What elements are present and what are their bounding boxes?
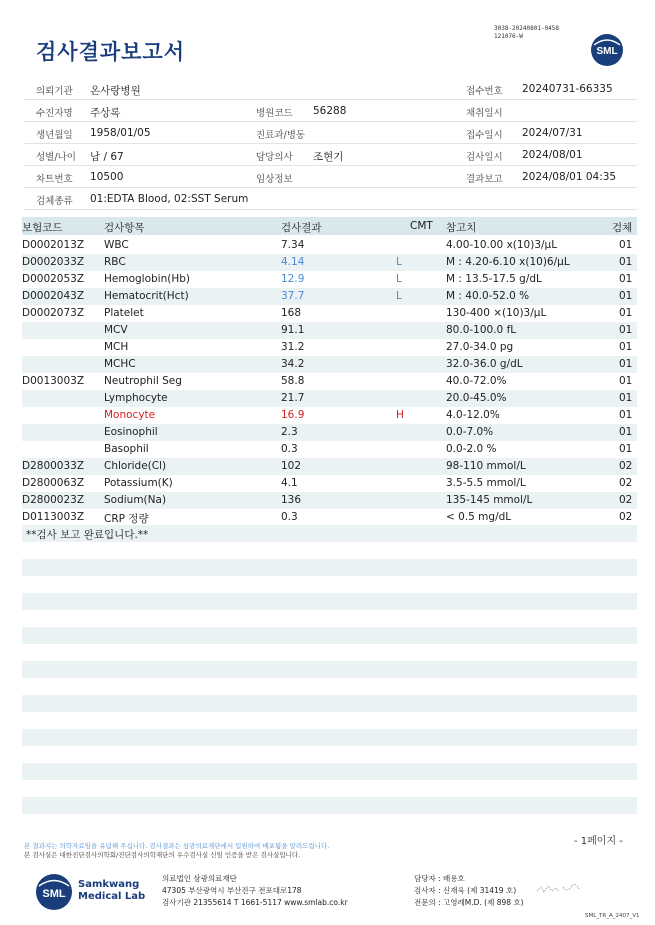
test-name: Monocyte bbox=[104, 409, 156, 421]
reference-range: < 0.5 mg/dL bbox=[446, 511, 512, 523]
specimen-code: 01 bbox=[619, 392, 633, 404]
info-label: 결과보고 bbox=[466, 174, 503, 185]
test-result: 34.2 bbox=[281, 358, 305, 370]
test-code: D0002013Z bbox=[22, 239, 85, 251]
results-table-body bbox=[22, 237, 637, 526]
specimen-code: 01 bbox=[619, 307, 633, 319]
test-result: 4.1 bbox=[281, 477, 298, 489]
specimen-code: 01 bbox=[619, 324, 633, 336]
specimen-code: 02 bbox=[619, 511, 633, 523]
test-code: D0013003Z bbox=[22, 375, 85, 387]
test-result: 91.1 bbox=[281, 324, 305, 336]
document-id-line2: 121076-W bbox=[494, 33, 523, 40]
test-code: D0002053Z bbox=[22, 273, 85, 285]
test-name: Hematocrit(Hct) bbox=[104, 290, 189, 302]
table-row bbox=[22, 254, 637, 271]
info-value: 01:EDTA Blood, 02:SST Serum bbox=[90, 193, 249, 205]
test-flag: H bbox=[396, 409, 404, 421]
test-name: Neutrophil Seg bbox=[104, 375, 182, 387]
signature bbox=[535, 882, 585, 896]
svg-text:SML: SML bbox=[596, 46, 618, 57]
test-result: 136 bbox=[281, 494, 302, 506]
reference-range: 20.0-45.0% bbox=[446, 392, 507, 404]
reference-range: 32.0-36.0 g/dL bbox=[446, 358, 523, 370]
test-result: 102 bbox=[281, 460, 302, 472]
header-code: 보험코드 bbox=[22, 222, 63, 234]
header-name: 검사항목 bbox=[104, 222, 145, 234]
patient-info-row bbox=[24, 100, 637, 122]
test-code: D0002033Z bbox=[22, 256, 85, 268]
reference-range: 3.5-5.5 mmol/L bbox=[446, 477, 526, 489]
test-code: D2800033Z bbox=[22, 460, 85, 472]
info-label: 성별/나이 bbox=[36, 152, 76, 163]
table-row bbox=[22, 305, 637, 322]
patient-info-row bbox=[24, 188, 637, 210]
test-result: 0.3 bbox=[281, 511, 298, 523]
info-label: 검체종류 bbox=[36, 196, 73, 207]
info-label: 담당의사 bbox=[256, 152, 293, 163]
test-code: D0002073Z bbox=[22, 307, 85, 319]
empty-row bbox=[22, 797, 637, 814]
info-value: 남 / 67 bbox=[90, 151, 124, 163]
test-name: MCHC bbox=[104, 358, 136, 370]
test-code: D0002043Z bbox=[22, 290, 85, 302]
staff-examiner: 검사자 : 신재욱 (제 31419 호) bbox=[414, 886, 517, 895]
empty-row bbox=[22, 763, 637, 780]
test-code: D0113003Z bbox=[22, 511, 85, 523]
document-id-line1: 3038-20240801-0458 bbox=[494, 25, 560, 32]
test-result: 21.7 bbox=[281, 392, 305, 404]
empty-row bbox=[22, 729, 637, 746]
info-label: 임상정보 bbox=[256, 174, 293, 185]
info-value: 2024/08/01 bbox=[522, 149, 583, 161]
specimen-code: 01 bbox=[619, 409, 633, 421]
info-label: 접수번호 bbox=[466, 86, 503, 97]
reference-range: 4.0-12.0% bbox=[446, 409, 500, 421]
patient-info-row bbox=[24, 122, 637, 144]
specimen-code: 01 bbox=[619, 358, 633, 370]
empty-row bbox=[22, 695, 637, 712]
patient-info bbox=[24, 78, 637, 210]
info-label: 병원코드 bbox=[256, 108, 293, 119]
completion-text: **검사 보고 완료입니다.** bbox=[26, 529, 149, 541]
table-row bbox=[22, 373, 637, 390]
specimen-code: 02 bbox=[619, 460, 633, 472]
table-row bbox=[22, 271, 637, 288]
reference-range: 130-400 ×(10)3/μL bbox=[446, 307, 547, 319]
info-label: 채취일시 bbox=[466, 108, 503, 119]
test-name: MCV bbox=[104, 324, 128, 336]
sml-logo-footer bbox=[34, 872, 74, 912]
lab-address-line3: 검사기관 21355614 T 1661-5117 www.smlab.co.kr bbox=[162, 898, 348, 907]
table-row bbox=[22, 492, 637, 509]
test-name: Sodium(Na) bbox=[104, 494, 167, 506]
info-value: 조현기 bbox=[313, 151, 344, 163]
info-label: 수진자명 bbox=[36, 108, 73, 119]
table-row bbox=[22, 237, 637, 254]
completion-row bbox=[22, 525, 637, 542]
specimen-code: 01 bbox=[619, 375, 633, 387]
staff-specialist: 전문의 : 고영례M.D. (제 898 호) bbox=[414, 898, 524, 907]
specimen-code: 02 bbox=[619, 477, 633, 489]
test-code: D2800063Z bbox=[22, 477, 85, 489]
test-result: 7.34 bbox=[281, 239, 305, 251]
specimen-code: 01 bbox=[619, 341, 633, 353]
test-flag: L bbox=[396, 273, 402, 285]
table-row bbox=[22, 475, 637, 492]
info-value: 56288 bbox=[313, 105, 347, 117]
table-row bbox=[22, 424, 637, 441]
test-result: 31.2 bbox=[281, 341, 305, 353]
test-result: 16.9 bbox=[281, 409, 305, 421]
info-label: 진료과/병동 bbox=[256, 130, 306, 141]
page-number: - 1페이지 - bbox=[574, 836, 623, 847]
lab-address bbox=[162, 873, 348, 909]
info-value: 2024/07/31 bbox=[522, 127, 583, 139]
test-name: WBC bbox=[104, 239, 129, 251]
table-row bbox=[22, 509, 637, 526]
table-row bbox=[22, 339, 637, 356]
info-value: 10500 bbox=[90, 171, 124, 183]
reference-range: 0.0-7.0% bbox=[446, 426, 494, 438]
test-name: Basophil bbox=[104, 443, 149, 455]
info-value: 2024/08/01 04:35 bbox=[522, 171, 617, 183]
table-row bbox=[22, 458, 637, 475]
specimen-code: 01 bbox=[619, 239, 633, 251]
notice-line1: 본 결과지는 의학자료임을 유념해 주십니다. 검사결과는 삼광의료재단에서 입원하여 배포됨을 알려드립니다. bbox=[24, 842, 330, 850]
report-notice bbox=[24, 842, 329, 860]
reference-range: 0.0-2.0 % bbox=[446, 443, 497, 455]
info-label: 검사일시 bbox=[466, 152, 503, 163]
info-value: 주상록 bbox=[90, 107, 121, 119]
test-name: RBC bbox=[104, 256, 126, 268]
reference-range: 40.0-72.0% bbox=[446, 375, 507, 387]
test-result: 58.8 bbox=[281, 375, 305, 387]
header-specimen: 검체 bbox=[612, 222, 633, 234]
test-flag: L bbox=[396, 256, 402, 268]
test-result: 168 bbox=[281, 307, 302, 319]
test-flag: L bbox=[396, 290, 402, 302]
lab-name bbox=[78, 879, 145, 903]
test-name: Chloride(Cl) bbox=[104, 460, 167, 472]
table-row bbox=[22, 288, 637, 305]
document-id bbox=[494, 25, 559, 41]
test-result: 2.3 bbox=[281, 426, 298, 438]
specimen-code: 01 bbox=[619, 290, 633, 302]
table-row bbox=[22, 322, 637, 339]
test-result: 4.14 bbox=[281, 256, 305, 268]
notice-line2: 본 검사실은 대한진단검사의학회/진단검사의학재단의 우수검사실 신임 인증을 받은 검사실입니다. bbox=[24, 851, 301, 859]
test-name: Lymphocyte bbox=[104, 392, 168, 404]
empty-row bbox=[22, 559, 637, 576]
page-title: 검사결과보고서 bbox=[36, 40, 186, 64]
empty-row bbox=[22, 593, 637, 610]
table-row bbox=[22, 356, 637, 373]
test-name: Hemoglobin(Hb) bbox=[104, 273, 191, 285]
header-result: 검사결과 bbox=[281, 222, 322, 234]
lab-address-line2: 47305 부산광역시 부산진구 전포대로178 bbox=[162, 886, 302, 895]
info-label: 접수일시 bbox=[466, 130, 503, 141]
test-result: 37.7 bbox=[281, 290, 305, 302]
staff-manager: 담당자 : 배용호 bbox=[414, 874, 465, 883]
patient-info-row bbox=[24, 144, 637, 166]
info-label: 생년월일 bbox=[36, 130, 73, 141]
empty-rows bbox=[22, 559, 637, 831]
test-code: D2800023Z bbox=[22, 494, 85, 506]
table-row bbox=[22, 407, 637, 424]
lab-name-line1: Samkwang bbox=[78, 879, 140, 890]
empty-row bbox=[22, 661, 637, 678]
test-name: Potassium(K) bbox=[104, 477, 173, 489]
reference-range: M : 40.0-52.0 % bbox=[446, 290, 530, 302]
reference-range: M : 13.5-17.5 g/dL bbox=[446, 273, 542, 285]
table-row bbox=[22, 390, 637, 407]
table-row bbox=[22, 441, 637, 458]
reference-range: 27.0-34.0 pg bbox=[446, 341, 514, 353]
lab-address-line1: 의료법인 삼광의료재단 bbox=[162, 874, 237, 883]
test-name: Platelet bbox=[104, 307, 144, 319]
header-ref: 참고치 bbox=[446, 222, 477, 234]
specimen-code: 01 bbox=[619, 273, 633, 285]
info-label: 차트번호 bbox=[36, 174, 73, 185]
info-value: 온사랑병원 bbox=[90, 85, 141, 97]
test-name: MCH bbox=[104, 341, 129, 353]
info-value: 1958/01/05 bbox=[90, 127, 151, 139]
lab-staff bbox=[414, 873, 524, 909]
sml-logo-top bbox=[590, 33, 624, 67]
form-id: SML_TR_A_2407_V1 bbox=[585, 913, 640, 919]
results-table-header bbox=[22, 217, 637, 235]
specimen-code: 01 bbox=[619, 256, 633, 268]
info-value: 20240731-66335 bbox=[522, 83, 613, 95]
specimen-code: 02 bbox=[619, 494, 633, 506]
svg-text:SML: SML bbox=[42, 888, 66, 900]
reference-range: 4.00-10.00 x(10)3/μL bbox=[446, 239, 558, 251]
test-result: 12.9 bbox=[281, 273, 305, 285]
test-name: Eosinophil bbox=[104, 426, 158, 438]
info-label: 의뢰기관 bbox=[36, 86, 73, 97]
specimen-code: 01 bbox=[619, 426, 633, 438]
test-name: CRP 정량 bbox=[104, 513, 149, 525]
test-result: 0.3 bbox=[281, 443, 298, 455]
reference-range: 135-145 mmol/L bbox=[446, 494, 533, 506]
reference-range: 80.0-100.0 fL bbox=[446, 324, 517, 336]
patient-info-row bbox=[24, 166, 637, 188]
reference-range: 98-110 mmol/L bbox=[446, 460, 526, 472]
patient-info-row bbox=[24, 78, 637, 100]
empty-row bbox=[22, 627, 637, 644]
header-cmt: CMT bbox=[410, 220, 433, 232]
reference-range: M : 4.20-6.10 x(10)6/μL bbox=[446, 256, 570, 268]
specimen-code: 01 bbox=[619, 443, 633, 455]
lab-name-line2: Medical Lab bbox=[78, 891, 146, 902]
